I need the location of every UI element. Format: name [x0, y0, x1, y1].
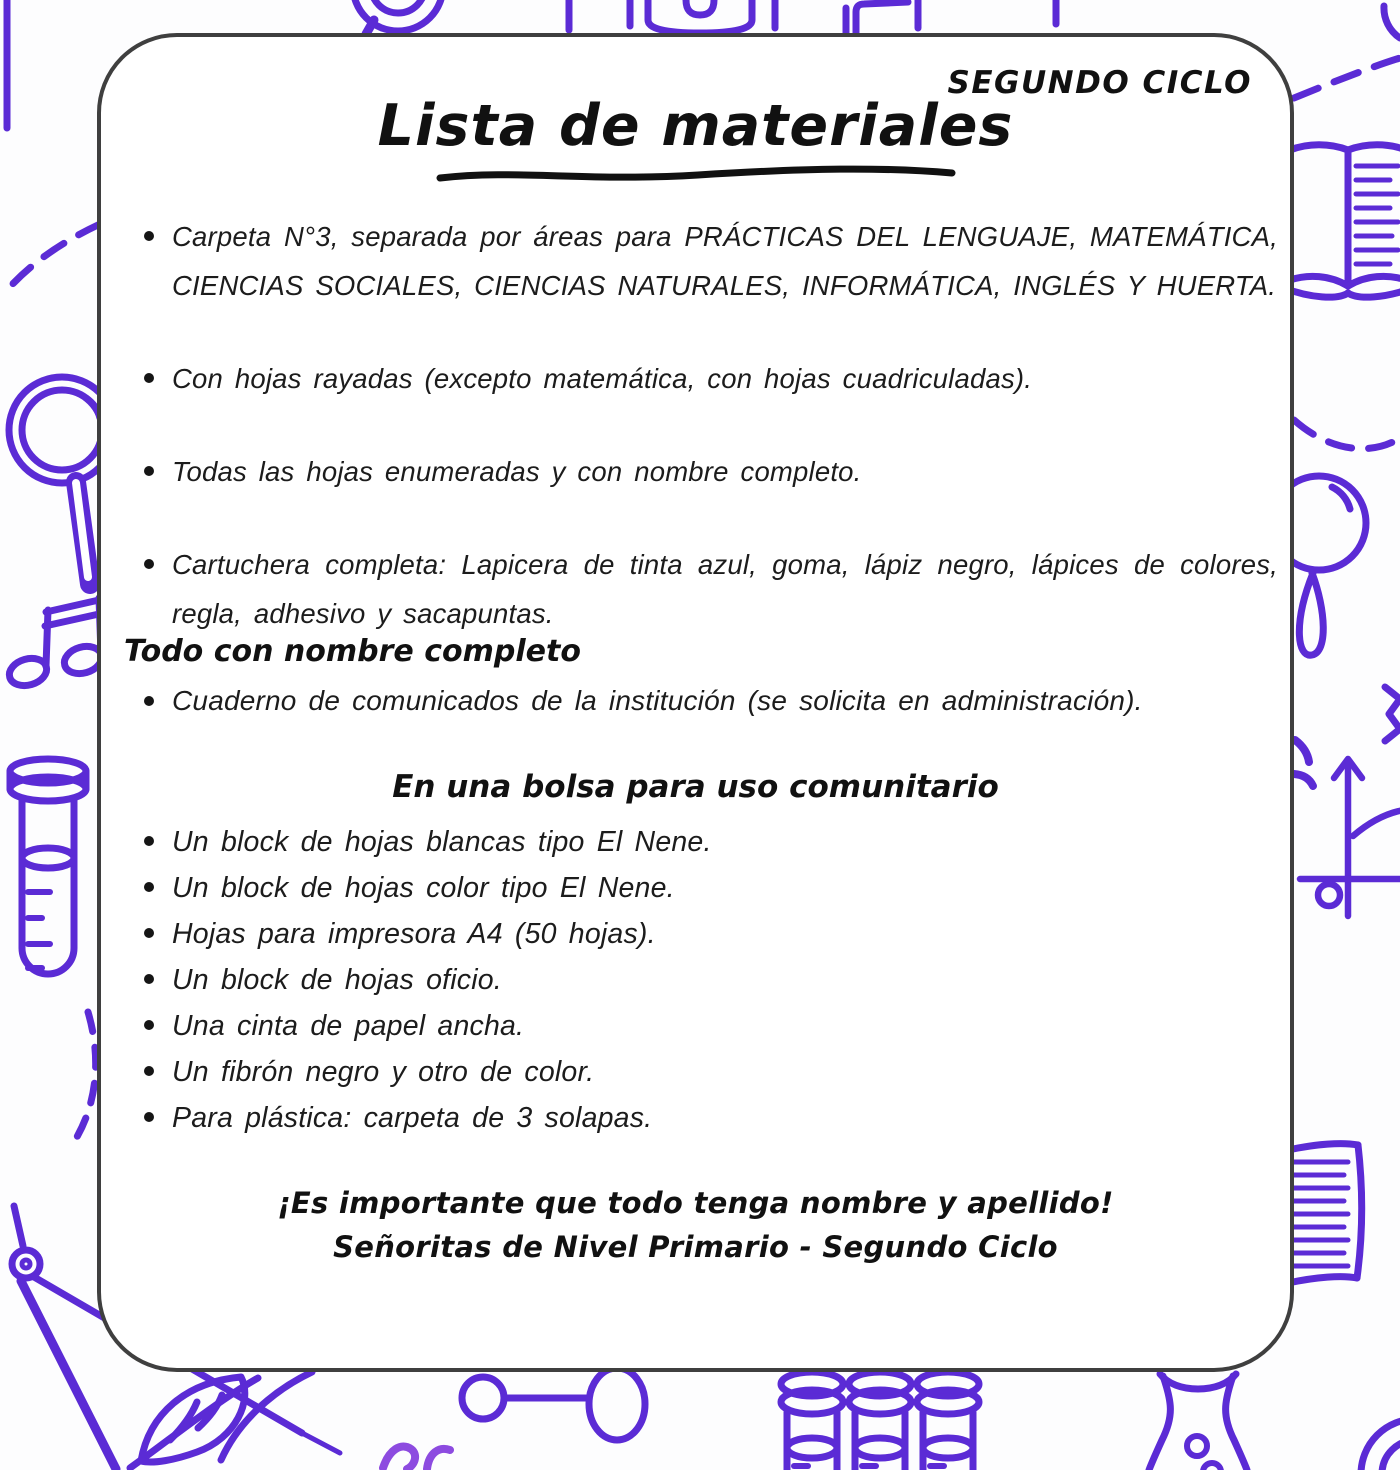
- right-dashed-arc: [1294, 420, 1400, 449]
- list-item: [144, 911, 1278, 957]
- bullet-icon: [144, 1020, 154, 1030]
- note-heading: Todo con nombre completo: [124, 633, 581, 669]
- bullet-icon: [144, 696, 154, 706]
- list-item: [144, 677, 1278, 725]
- list-item-text: Con hojas rayadas (excepto matemática, con hojas cuadriculadas).: [172, 362, 1033, 394]
- bottom-right-circle-icon: [1361, 1419, 1400, 1470]
- list-item-text: Todas las hojas enumeradas y con nombre completo.: [172, 455, 862, 487]
- open-book-icon: [1284, 145, 1400, 297]
- bullet-icon: [144, 559, 154, 569]
- bullet-icon: [144, 836, 154, 846]
- bullet-icon: [144, 974, 154, 984]
- cursive-squiggle: [383, 1446, 450, 1469]
- footer-line-1: ¡Es importante que todo tenga nombre y apellido!: [277, 1185, 1114, 1220]
- list-item-text: Hojas para impresora A4 (50 hojas).: [172, 917, 656, 950]
- list-item: [144, 540, 1278, 638]
- materials-list-main: [101, 212, 1290, 638]
- list-item-text: Un fibrón negro y otro de color.: [172, 1055, 595, 1088]
- list-item: [144, 354, 1278, 403]
- test-tube-icon: [10, 759, 86, 974]
- bullet-icon: [144, 373, 154, 383]
- sum-symbol-icon: [1385, 687, 1400, 741]
- list-item-text: Una cinta de papel ancha.: [172, 1009, 525, 1042]
- top-globe-icon: [353, 0, 443, 34]
- bullet-icon: [144, 1066, 154, 1076]
- lined-paper-icon: [1288, 1144, 1362, 1283]
- test-tube-rack-icon: [781, 1372, 979, 1470]
- dumbbell-icon: [462, 1368, 645, 1440]
- list-item: [144, 212, 1278, 310]
- cycle-badge: SEGUNDO CICLO: [947, 65, 1252, 101]
- left-dashed-arc: [2, 224, 100, 296]
- top-right-circle-icon: [1294, 6, 1400, 98]
- title-underline-icon: [436, 164, 956, 186]
- list-item-text: Un block de hojas color tipo El Nene.: [172, 871, 675, 904]
- list-item-text: Un block de hojas blancas tipo El Nene.: [172, 825, 712, 858]
- page-title: Lista de materiales: [377, 93, 1014, 159]
- music-note-icon: [6, 598, 105, 690]
- bullet-icon: [144, 1112, 154, 1122]
- bullet-icon: [144, 928, 154, 938]
- top-basket-icon: [569, 0, 775, 33]
- list-item-text: Carpeta N°3, separada por áreas para PRÁCTICAS DEL LENGUAJE, MATEMÁTICA, CIENCIAS SOCIALES, CIENCIAS NATURALES, INFORMÁTICA, INGLÉS Y HUERTA.: [172, 220, 1278, 301]
- materials-list-note: [101, 677, 1290, 725]
- flask-icon: [1149, 1374, 1247, 1470]
- left-lower-dashed-arc: [70, 1012, 96, 1148]
- footer-note: [101, 1181, 1290, 1269]
- list-item-text: Un block de hojas oficio.: [172, 963, 502, 996]
- bullet-icon: [144, 882, 154, 892]
- materials-card: [97, 33, 1294, 1372]
- communal-heading: En una bolsa para uso comunitario: [392, 768, 999, 805]
- list-item: [144, 957, 1278, 1003]
- right-small-strokes: [1294, 740, 1313, 786]
- top-backpack-icon: [846, 0, 1056, 33]
- list-item: [144, 447, 1278, 496]
- materials-list-communal: [101, 819, 1290, 1141]
- footer-line-2: Señoritas de Nivel Primario - Segundo Ciclo: [333, 1229, 1058, 1264]
- list-item: [144, 865, 1278, 911]
- list-item-text: Cuaderno de comunicados de la institución (se solicita en administración).: [172, 684, 1143, 716]
- list-item: [144, 1095, 1278, 1141]
- list-item: [144, 819, 1278, 865]
- bullet-icon: [144, 231, 154, 241]
- list-item-text: Cartuchera completa: Lapicera de tinta azul, goma, lápiz negro, lápices de colores, regla, adhesivo y sacapuntas.: [172, 548, 1278, 629]
- list-item: [144, 1003, 1278, 1049]
- bullet-icon: [144, 466, 154, 476]
- list-item-text: Para plástica: carpeta de 3 solapas.: [172, 1101, 653, 1134]
- list-item: [144, 1049, 1278, 1095]
